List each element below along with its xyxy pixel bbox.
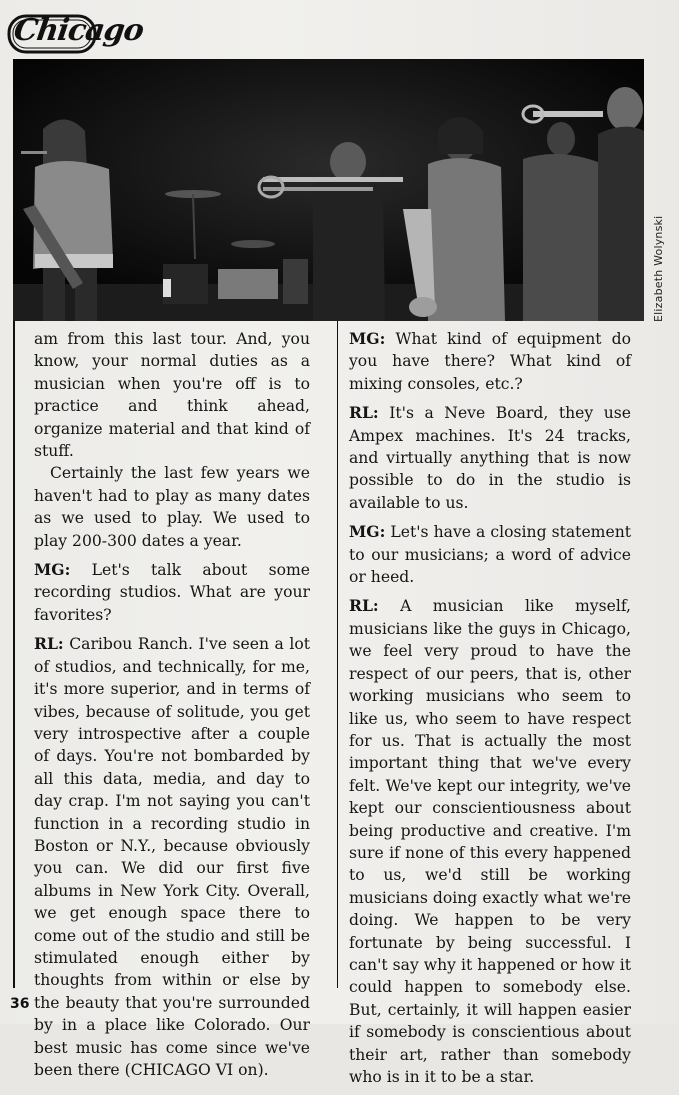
- speaker-label: RL:: [349, 403, 379, 423]
- band-photo: [13, 59, 644, 321]
- answer-rl: [34, 633, 310, 1081]
- question-mg: [34, 559, 310, 626]
- question-text: Let's have a closing statement to our musicians; a word of advice or heed.: [349, 523, 631, 587]
- speaker-label: MG:: [349, 522, 386, 542]
- question-mg: [349, 521, 631, 588]
- answer-text: A musician like myself, musicians like the guys in Chicago, we feel very proud to have the respect of our peers, that is, other working musicians who seem to like us, who seem to have respect for us. That is actually the most important thing that we've every felt. We've kept our integrity, we've kept our conscientiousness about being productive and creative. I'm sure if none of this every happened to us, we'd still be working musicians doing exactly what we're doing. We happen to be very fortunate by being successful. I can't say why it happened or how it could happen to somebody else. But, certainly, it will happen easier if somebody is conscientious about their art, rather than somebody who is in it to be a star.: [349, 597, 631, 1086]
- answer-rl: [349, 595, 631, 1088]
- question-text: Let's talk about some recording studios. What are your favorites?: [34, 561, 310, 624]
- answer-rl: [349, 402, 631, 514]
- speaker-label: MG:: [34, 560, 71, 580]
- speaker-label: RL:: [34, 634, 64, 654]
- paragraph: Certainly the last few years we haven't had to play as many dates as we used to play. We used to play 200-300 dates a year.: [34, 464, 310, 550]
- right-column: [349, 328, 631, 1095]
- answer-text: It's a Neve Board, they use Ampex machines. It's 24 tracks, and virtually anything that is now possible to do in the studio is available to us.: [349, 404, 631, 512]
- logo-text: Chicago: [11, 13, 146, 48]
- column-divider: [337, 321, 338, 988]
- page-number: 36: [10, 996, 30, 1012]
- question-text: What kind of equipment do you have there? What kind of mixing consoles, etc.?: [349, 330, 631, 393]
- left-column: [34, 328, 310, 1088]
- answer-text: Caribou Ranch. I've seen a lot of studios, and technically, for me, it's more superior, and in terms of vibes, because of solitude, you get very introspective after a couple of days. You're not bombarded by all this data, media, and day to day crap. I'm not saying you can't function in a recording studio in Boston or N.Y., because obviously you can. We did our first five albums in New York City. Overall, we get enough space there to come out of the studio and still be stimulated enough either by thoughts from within or else by the beauty that you're surrounded by in a place like Colorado. Our best music has come since we've been there (CHICAGO VI on).: [34, 635, 310, 1079]
- speaker-label: RL:: [349, 596, 379, 616]
- speaker-label: MG:: [349, 329, 386, 348]
- left-column-rule: [13, 321, 15, 988]
- photo-credit: Elizabeth Wolynski: [652, 215, 665, 322]
- question-mg: [349, 328, 631, 395]
- paragraph: am from this last tour. And, you know, your normal duties as a musician when you're off is to practice and think ahead, organize material and that kind of stuff.: [34, 330, 310, 461]
